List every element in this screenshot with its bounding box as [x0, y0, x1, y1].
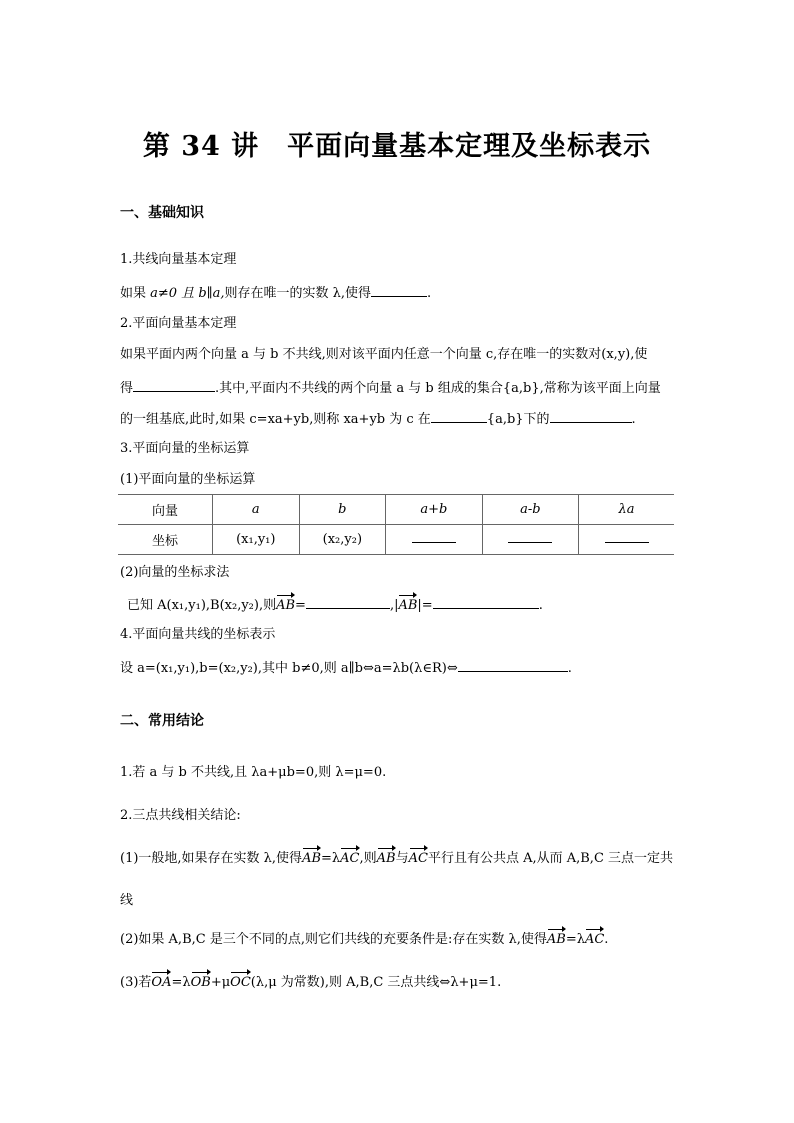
item2-line2-a: 得 [120, 381, 134, 396]
vector-ac: AC [408, 851, 428, 866]
vector-oc: OC [230, 975, 251, 990]
conclusion-2-2 [120, 932, 608, 948]
text: 设 a=(x₁,y₁),b=(x₂,y₂),其中 b≠0,则 a∥b⇔a=λb(λ∈R)⇔ [120, 661, 458, 676]
item2-line3-a: 的一组基底,此时,如果 c=xa+yb,则称 xa+yb 为 c 在 [120, 412, 431, 427]
text: =λ [171, 975, 191, 990]
vector-oa: OA [151, 975, 172, 990]
fill-blank[interactable] [508, 532, 552, 543]
conclusion-2-1-wrap: 线 [120, 893, 134, 908]
item2-heading: 2.平面向量基本定理 [120, 316, 237, 331]
vector-ab: AB [276, 598, 296, 613]
table-cell [482, 525, 578, 555]
item1-text-d: . [427, 286, 432, 301]
text: ,| [389, 598, 399, 613]
item1-text-b: a≠0 且 b∥a, [150, 286, 225, 301]
text: . [538, 598, 543, 613]
fill-blank[interactable] [306, 596, 390, 609]
text: (2)如果 A,B,C 是三个不同的点,则它们共线的充要条件是:存在实数 λ,使得 [120, 932, 547, 947]
table-cell [386, 525, 482, 555]
table-row [118, 495, 674, 525]
item2-line3-b: {a,b}下的 [486, 412, 550, 427]
text: ,则 [359, 851, 377, 866]
conclusion-2: 2.三点共线相关结论: [120, 808, 241, 823]
item1-text [120, 284, 431, 302]
item4-heading: 4.平面向量共线的坐标表示 [120, 627, 276, 642]
table-cell: a-b [482, 495, 578, 525]
table-cell: a [213, 495, 300, 525]
item3-sub2-line [127, 596, 543, 614]
table-cell [579, 525, 674, 555]
item3-sub2: (2)向量的坐标求法 [120, 565, 230, 580]
section-heading-conclusions: 二、常用结论 [120, 713, 204, 729]
text: |= [417, 598, 433, 613]
text: . [567, 661, 572, 676]
vector-ob: OB [190, 975, 211, 990]
text: =λ [565, 932, 585, 947]
text: 与 [395, 851, 409, 866]
fill-blank[interactable] [431, 410, 487, 423]
text: (1)一般地,如果存在实数 λ,使得 [120, 851, 303, 866]
vector-ac: AC [584, 932, 605, 947]
item3-heading: 3.平面向量的坐标运算 [120, 441, 250, 456]
text: 已知 A(x₁,y₁),B(x₂,y₂),则 [127, 598, 277, 613]
table-cell: (x₁,y₁) [213, 525, 300, 555]
fill-blank[interactable] [433, 596, 539, 609]
item2-line2 [120, 379, 661, 397]
item2-line2-b: .其中,平面内不共线的两个向量 a 与 b 组成的集合{a,b},常称为该平面上向量 [215, 381, 661, 396]
section-heading-basics: 一、基础知识 [120, 205, 204, 221]
fill-blank[interactable] [550, 410, 632, 423]
item3-sub1: (1)平面向量的坐标运算 [120, 472, 256, 487]
text: . [604, 932, 609, 947]
table-cell: b [299, 495, 386, 525]
vector-ab: AB [546, 932, 566, 947]
item4-line [120, 659, 572, 677]
item1-text-a: 如果 [120, 286, 151, 301]
item1-heading: 1.共线向量基本定理 [120, 252, 237, 267]
fill-blank[interactable] [412, 532, 456, 543]
fill-blank[interactable] [458, 659, 568, 672]
text: (3)若 [120, 975, 152, 990]
table-cell: λa [579, 495, 674, 525]
conclusion-2-3 [120, 975, 501, 991]
page-title: 第 34 讲 平面向量基本定理及坐标表示 [142, 131, 652, 162]
item2-line1: 如果平面内两个向量 a 与 b 不共线,则对该平面内任意一个向量 c,存在唯一的实数对(x,y),使 [120, 347, 648, 362]
item2-line3 [120, 410, 636, 428]
text: 平行且有公共点 A,从而 A,B,C 三点一定共 [427, 851, 674, 866]
text: =λ [321, 851, 341, 866]
table-cell: a+b [386, 495, 482, 525]
table-row [118, 525, 674, 555]
fill-blank[interactable] [605, 532, 649, 543]
text: +μ [210, 975, 231, 990]
fill-blank[interactable] [133, 379, 215, 392]
coordinate-table [118, 494, 674, 555]
conclusion-1: 1.若 a 与 b 不共线,且 λa+μb=0,则 λ=μ=0. [120, 765, 387, 780]
fill-blank[interactable] [371, 284, 427, 297]
item1-text-c: 则存在唯一的实数 λ,使得 [224, 286, 372, 301]
table-cell: (x₂,y₂) [299, 525, 386, 555]
vector-ab: AB [376, 851, 396, 866]
text: = [295, 598, 306, 613]
table-cell: 坐标 [118, 525, 213, 555]
vector-ac: AC [340, 851, 360, 866]
vector-ab: AB [398, 598, 418, 613]
text: (λ,μ 为常数),则 A,B,C 三点共线⇔λ+μ=1. [250, 975, 502, 990]
table-cell: 向量 [118, 495, 213, 525]
item2-line3-c: . [631, 412, 636, 427]
vector-ab: AB [302, 851, 322, 866]
conclusion-2-1 [120, 851, 673, 867]
